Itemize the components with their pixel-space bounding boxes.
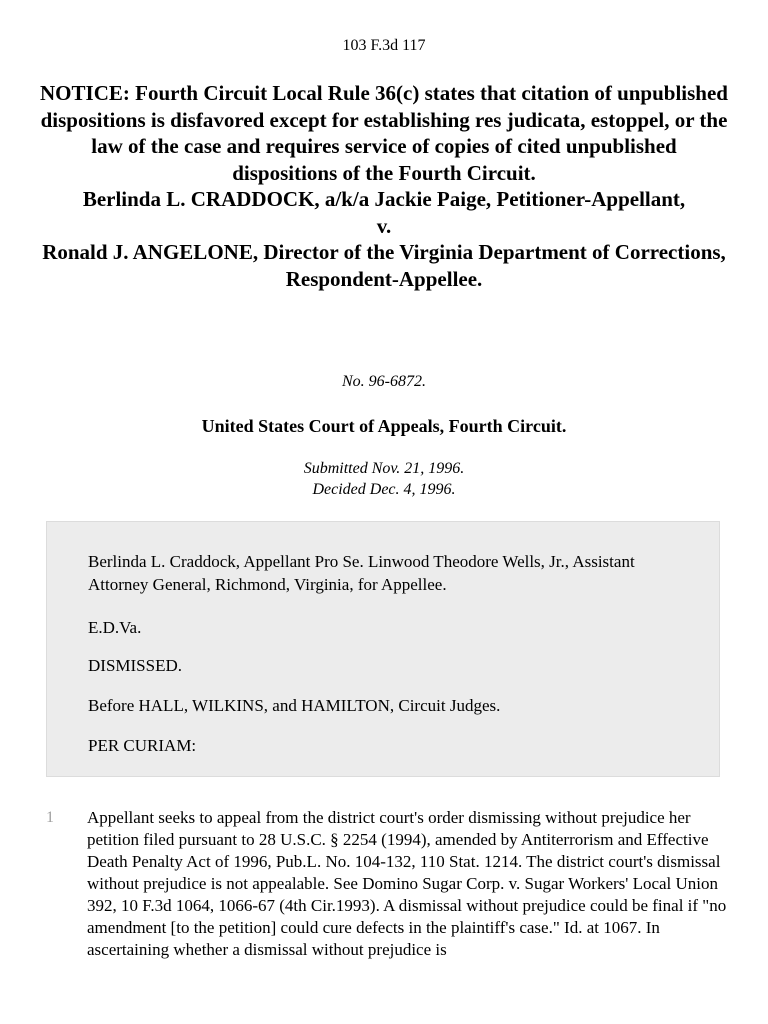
panel-text: Before HALL, WILKINS, and HAMILTON, Circuit Judges.: [88, 696, 501, 715]
paragraph-number: 1: [46, 809, 54, 826]
petitioner-name: Berlinda L. CRADDOCK, a/k/a Jackie Paige, Petitioner-Appellant,: [82, 187, 686, 211]
notice-text: NOTICE: Fourth Circuit Local Rule 36(c) states that citation of unpublished dispositions is disfavored except for establishing res judicata, estoppel, or the law of the case and requires service of copies of cited unpublished dispositions of the Fourth Circuit.: [40, 81, 728, 185]
case-info-box: [46, 521, 720, 777]
disposition-text: DISMISSED.: [88, 656, 182, 675]
docket-number: No. 96-6872.: [342, 373, 426, 390]
decided-date: Decided Dec. 4, 1996.: [312, 481, 456, 498]
counsel-text: Berlinda L. Craddock, Appellant Pro Se. Linwood Theodore Wells, Jr., Assistant Attorney General, Richmond, Virginia, for Appellee.: [88, 552, 635, 594]
paragraph-text: Appellant seeks to appeal from the district court's order dismissing without prejudice her petition filed pursuant to 28 U.S.C. § 2254 (1994), amended by Antiterrorism and Effective Death Penalty Act of 1996, Pub.L. No. 104-132, 110 Stat. 1214. The district court's dismissal without prejudice is not appealable. See Domino Sugar Corp. v. Sugar Workers' Local Union 392, 10 F.3d 1064, 1066-67 (4th Cir.1993). A dismissal without prejudice could be final if "no amendment [to the petition] could cure defects in the plaintiff's case." Id. at 1067. In ascertaining whether a dismissal without prejudice is: [87, 808, 727, 959]
submitted-date: Submitted Nov. 21, 1996.: [303, 460, 465, 477]
respondent-name: Ronald J. ANGELONE, Director of the Virginia Department of Corrections, Respondent-Appellee.: [42, 240, 726, 291]
reporter-citation: 103 F.3d 117: [342, 37, 426, 54]
case-heading: [40, 80, 728, 292]
case-dates: [0, 458, 768, 500]
per-curiam-text: PER CURIAM:: [88, 736, 197, 755]
district-text: E.D.Va.: [88, 618, 142, 637]
versus-text: v.: [376, 213, 392, 238]
court-name: United States Court of Appeals, Fourth Circuit.: [201, 416, 567, 436]
